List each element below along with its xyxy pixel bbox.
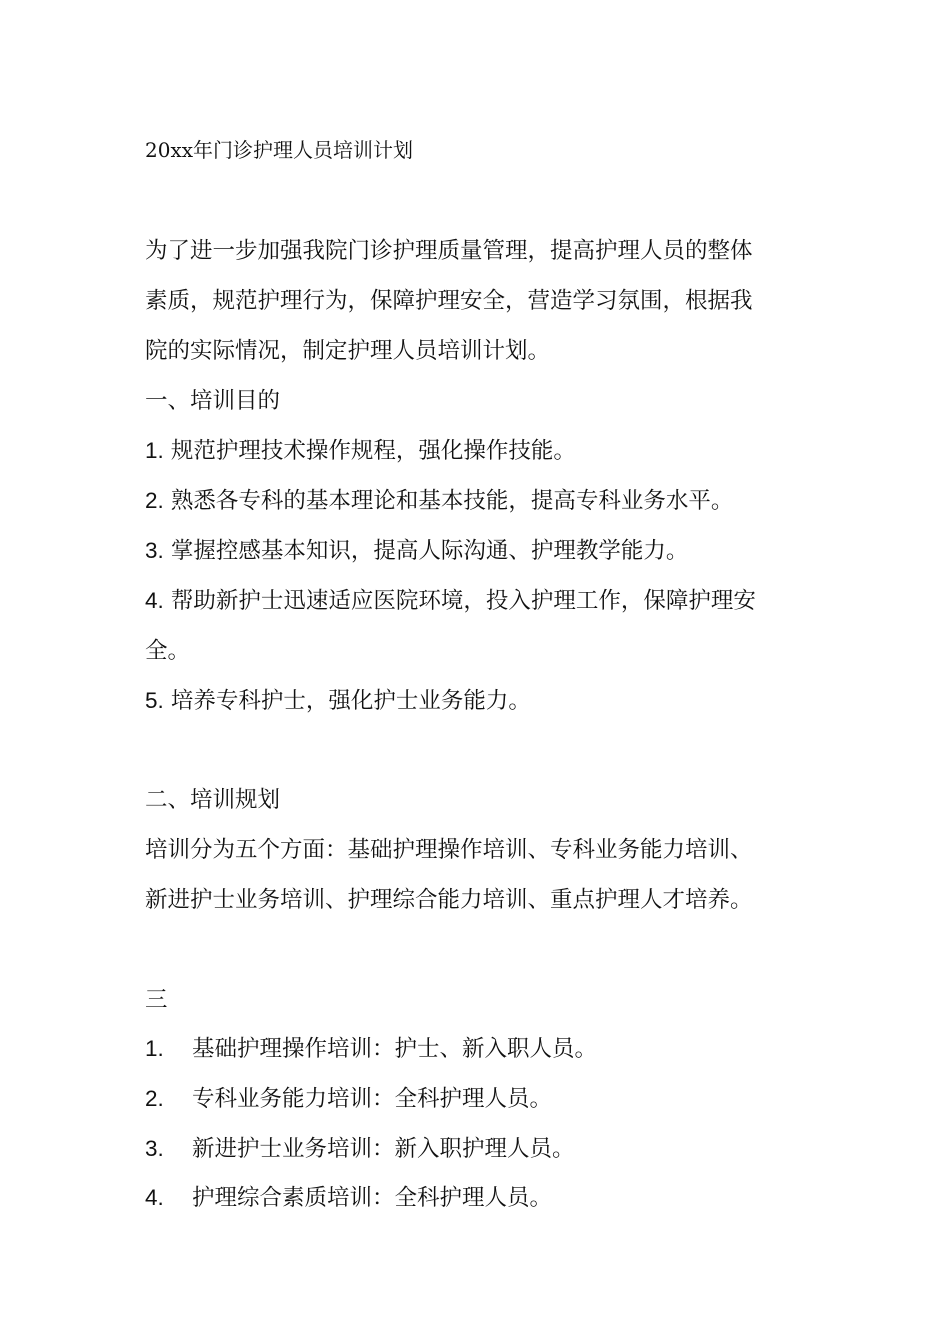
item-text: 培养专科护士，强化护士业务能力。: [170, 688, 531, 714]
training-target-item: [145, 1173, 552, 1223]
objective-item-continuation: 全。: [145, 638, 191, 664]
objective-item: [145, 676, 531, 726]
item-text: 护理综合素质培训：全科护理人员。: [192, 1185, 553, 1211]
document-title: 20xx年门诊护理人员培训计划: [145, 138, 414, 162]
item-number: 4.: [145, 1185, 164, 1210]
section2-line: 新进护士业务培训、护理综合能力培训、重点护理人才培养。: [145, 887, 753, 913]
item-number: 4.: [145, 588, 164, 613]
item-number: 3.: [145, 538, 164, 563]
section2-line: 培训分为五个方面：基础护理操作培训、专科业务能力培训、: [145, 837, 753, 863]
item-number: 1.: [145, 1036, 164, 1061]
item-number: 5.: [145, 688, 164, 713]
objective-item: [145, 476, 733, 526]
section2-heading: 二、培训规划: [145, 787, 281, 813]
intro-line: 院的实际情况，制定护理人员培训计划。: [145, 338, 551, 364]
training-target-item: [145, 1124, 575, 1174]
intro-line: 素质，规范护理行为，保障护理安全，营造学习氛围，根据我: [145, 288, 753, 314]
training-target-item: [145, 1024, 597, 1074]
item-number: 2.: [145, 1086, 164, 1111]
item-number: 2.: [145, 488, 164, 513]
item-text: 专科业务能力培训：全科护理人员。: [192, 1086, 553, 1112]
objective-item: [145, 576, 756, 626]
item-text: 基础护理操作培训：护士、新入职人员。: [192, 1036, 598, 1062]
section1-heading: 一、培训目的: [145, 388, 281, 414]
item-number: 3.: [145, 1136, 164, 1161]
item-number: 1.: [145, 438, 164, 463]
section2-paragraph: [145, 825, 810, 925]
item-text: 熟悉各专科的基本理论和基本技能，提高专科业务水平。: [170, 488, 734, 514]
item-text: 规范护理技术操作规程，强化操作技能。: [170, 438, 576, 464]
section3-heading: 三: [145, 987, 168, 1013]
intro-paragraph: [145, 226, 810, 376]
objective-item: [145, 426, 576, 476]
item-text: 新进护士业务培训：新入职护理人员。: [192, 1136, 575, 1162]
item-text: 掌握控感基本知识，提高人际沟通、护理教学能力。: [170, 538, 689, 564]
item-text: 帮助新护士迅速适应医院环境，投入护理工作，保障护理安: [170, 588, 756, 614]
training-target-item: [145, 1074, 552, 1124]
intro-line: 为了进一步加强我院门诊护理质量管理，提高护理人员的整体: [145, 238, 753, 264]
objective-item: [145, 526, 688, 576]
